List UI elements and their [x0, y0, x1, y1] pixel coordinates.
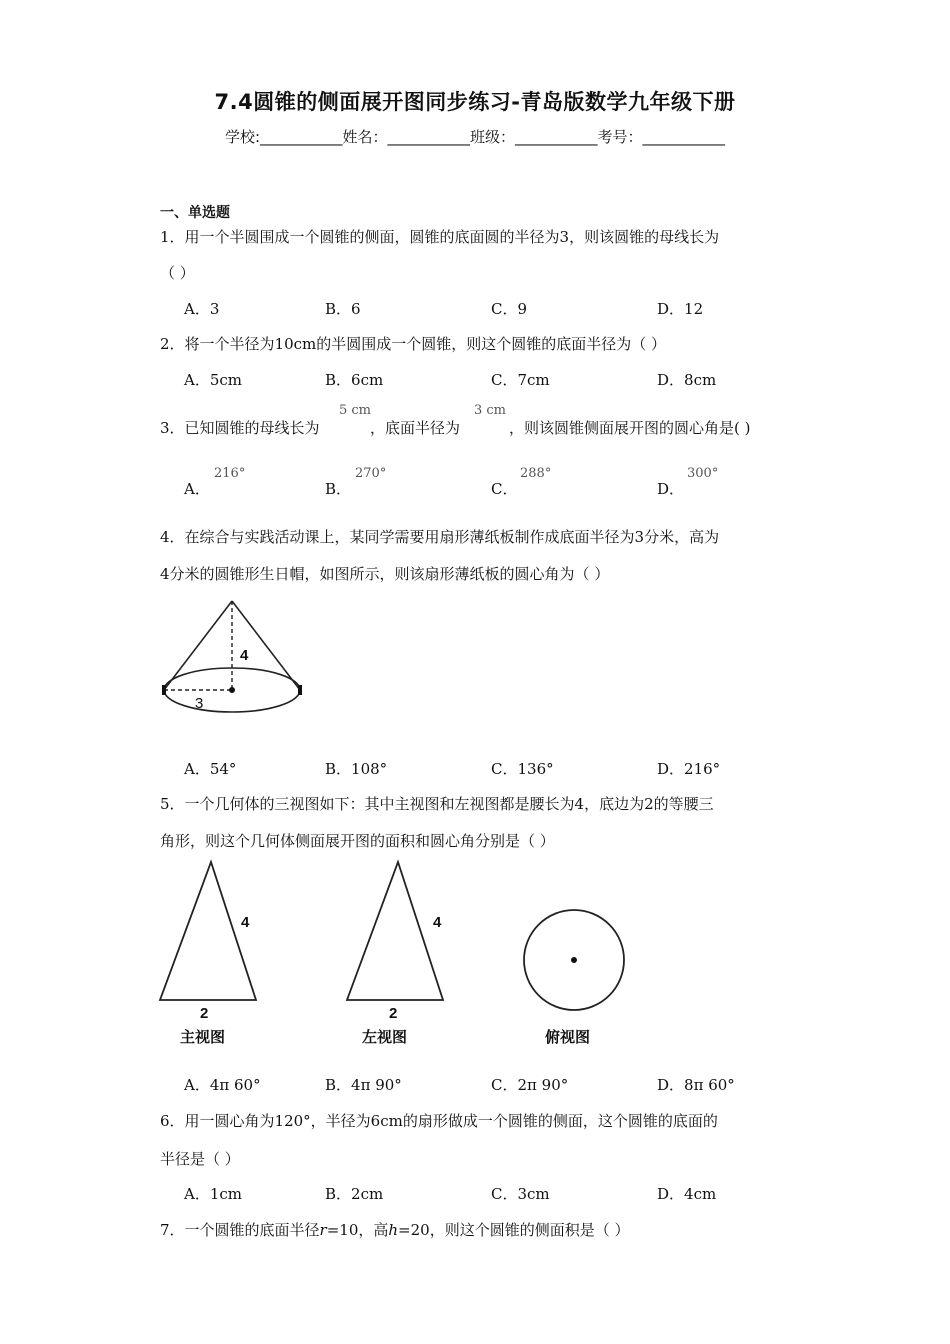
question-4-option-b: B．108°	[325, 760, 388, 778]
cone-right-mark	[298, 685, 302, 695]
question-1-option-a: A．3	[184, 300, 220, 318]
cone-center-dot	[229, 687, 235, 693]
question-6-option-a: A．1cm	[184, 1185, 243, 1203]
question-3-option-c: C．	[491, 480, 518, 498]
left-view-side-label: 4	[433, 914, 442, 931]
question-2-option-b: B．6cm	[325, 371, 384, 389]
question-3-base-radius: 3 cm	[474, 403, 507, 418]
question-4-line-1: 4．在综合与实践活动课上，某同学需要用扇形薄纸板制作成底面半径为3分米，高为	[160, 528, 720, 546]
front-view-side-label: 4	[241, 914, 250, 931]
question-3-option-d: D．	[657, 480, 685, 498]
question-3-option-b: B．	[325, 480, 352, 498]
front-view-triangle	[160, 862, 256, 1000]
question-3-text-b: ，底面半径为	[370, 419, 461, 437]
section-heading: 一、单选题	[160, 205, 230, 221]
page-title: 7.4圆锥的侧面展开图同步练习-青岛版数学九年级下册	[214, 90, 736, 114]
left-view-triangle	[347, 862, 443, 1000]
question-2-option-c: C．7cm	[491, 371, 550, 389]
question-1-option-d: D．12	[657, 300, 704, 318]
question-6-line-2: 半径是（ ）	[160, 1150, 240, 1168]
question-3-option-a-value: 216°	[214, 466, 246, 481]
question-6-option-d: D．4cm	[657, 1185, 717, 1203]
front-view-figure	[156, 858, 266, 1020]
front-view-label: 主视图	[180, 1028, 226, 1046]
question-1-option-b: B．6	[325, 300, 361, 318]
question-1-line-1: 1．用一个半圆围成一个圆锥的侧面，圆锥的底面圆的半径为3，则该圆锥的母线长为	[160, 228, 720, 246]
student-info-line: 学校:___________姓名：___________班级：___________考号：___________	[224, 128, 726, 146]
question-5-option-a: A．4π 60°	[184, 1076, 261, 1094]
left-view-figure	[343, 858, 453, 1020]
question-7-text-b: =10，高	[326, 1221, 389, 1239]
question-5-option-c: C．2π 90°	[491, 1076, 569, 1094]
question-1-line-2: （ ）	[160, 264, 195, 282]
question-4-line-2: 4分米的圆锥形生日帽，如图所示，则该扇形薄纸板的圆心角为（ ）	[160, 565, 610, 583]
cone-figure	[160, 596, 310, 720]
cone-left-mark	[162, 685, 166, 695]
cone-radius-label: 3	[195, 695, 204, 712]
cone-right-edge	[232, 601, 300, 690]
question-7-line	[160, 1219, 629, 1240]
question-7-text-a: 7．一个圆锥的底面半径	[160, 1221, 320, 1239]
front-view-base-label: 2	[200, 1005, 209, 1020]
question-5-line-1: 5．一个几何体的三视图如下：其中主视图和左视图都是腰长为4，底边为2的等腰三	[160, 795, 714, 813]
question-3-text-a: 3．已知圆锥的母线长为	[160, 419, 320, 437]
question-4-option-a: A．54°	[184, 760, 237, 778]
question-7-text-c: =20，则这个圆锥的侧面积是（ ）	[398, 1221, 630, 1239]
top-view-label: 俯视图	[545, 1028, 591, 1046]
question-3-slant-length: 5 cm	[339, 403, 372, 418]
left-view-label: 左视图	[362, 1028, 408, 1046]
question-2-option-a: A．5cm	[184, 371, 243, 389]
question-4-option-c: C．136°	[491, 760, 554, 778]
question-5-option-b: B．4π 90°	[325, 1076, 402, 1094]
question-7-var-h: h	[388, 1221, 399, 1239]
question-3-option-c-value: 288°	[520, 466, 552, 481]
question-3-option-d-value: 300°	[687, 466, 719, 481]
top-view-center-dot	[571, 957, 577, 963]
question-3-text-c: ，则该圆锥侧面展开图的圆心角是( )	[509, 419, 751, 437]
question-6-option-b: B．2cm	[325, 1185, 384, 1203]
question-2-line-1: 2．将一个半径为10cm的半圆围成一个圆锥，则这个圆锥的底面半径为（ ）	[160, 335, 667, 353]
question-7-var-r: r	[319, 1221, 327, 1239]
question-3-option-a: A．	[184, 480, 210, 498]
top-view-figure	[520, 906, 628, 1014]
question-4-option-d: D．216°	[657, 760, 721, 778]
question-6-option-c: C．3cm	[491, 1185, 550, 1203]
question-1-option-c: C．9	[491, 300, 528, 318]
cone-left-edge	[164, 601, 232, 690]
left-view-base-label: 2	[389, 1005, 398, 1020]
question-6-line-1: 6．用一圆心角为120°，半径为6cm的扇形做成一个圆锥的侧面，这个圆锥的底面的	[160, 1112, 718, 1130]
question-2-option-d: D．8cm	[657, 371, 717, 389]
question-5-line-2: 角形，则这个几何体侧面展开图的面积和圆心角分别是（ ）	[160, 832, 555, 850]
question-5-option-d: D．8π 60°	[657, 1076, 735, 1094]
question-3-option-b-value: 270°	[355, 466, 387, 481]
cone-height-label: 4	[240, 647, 249, 664]
